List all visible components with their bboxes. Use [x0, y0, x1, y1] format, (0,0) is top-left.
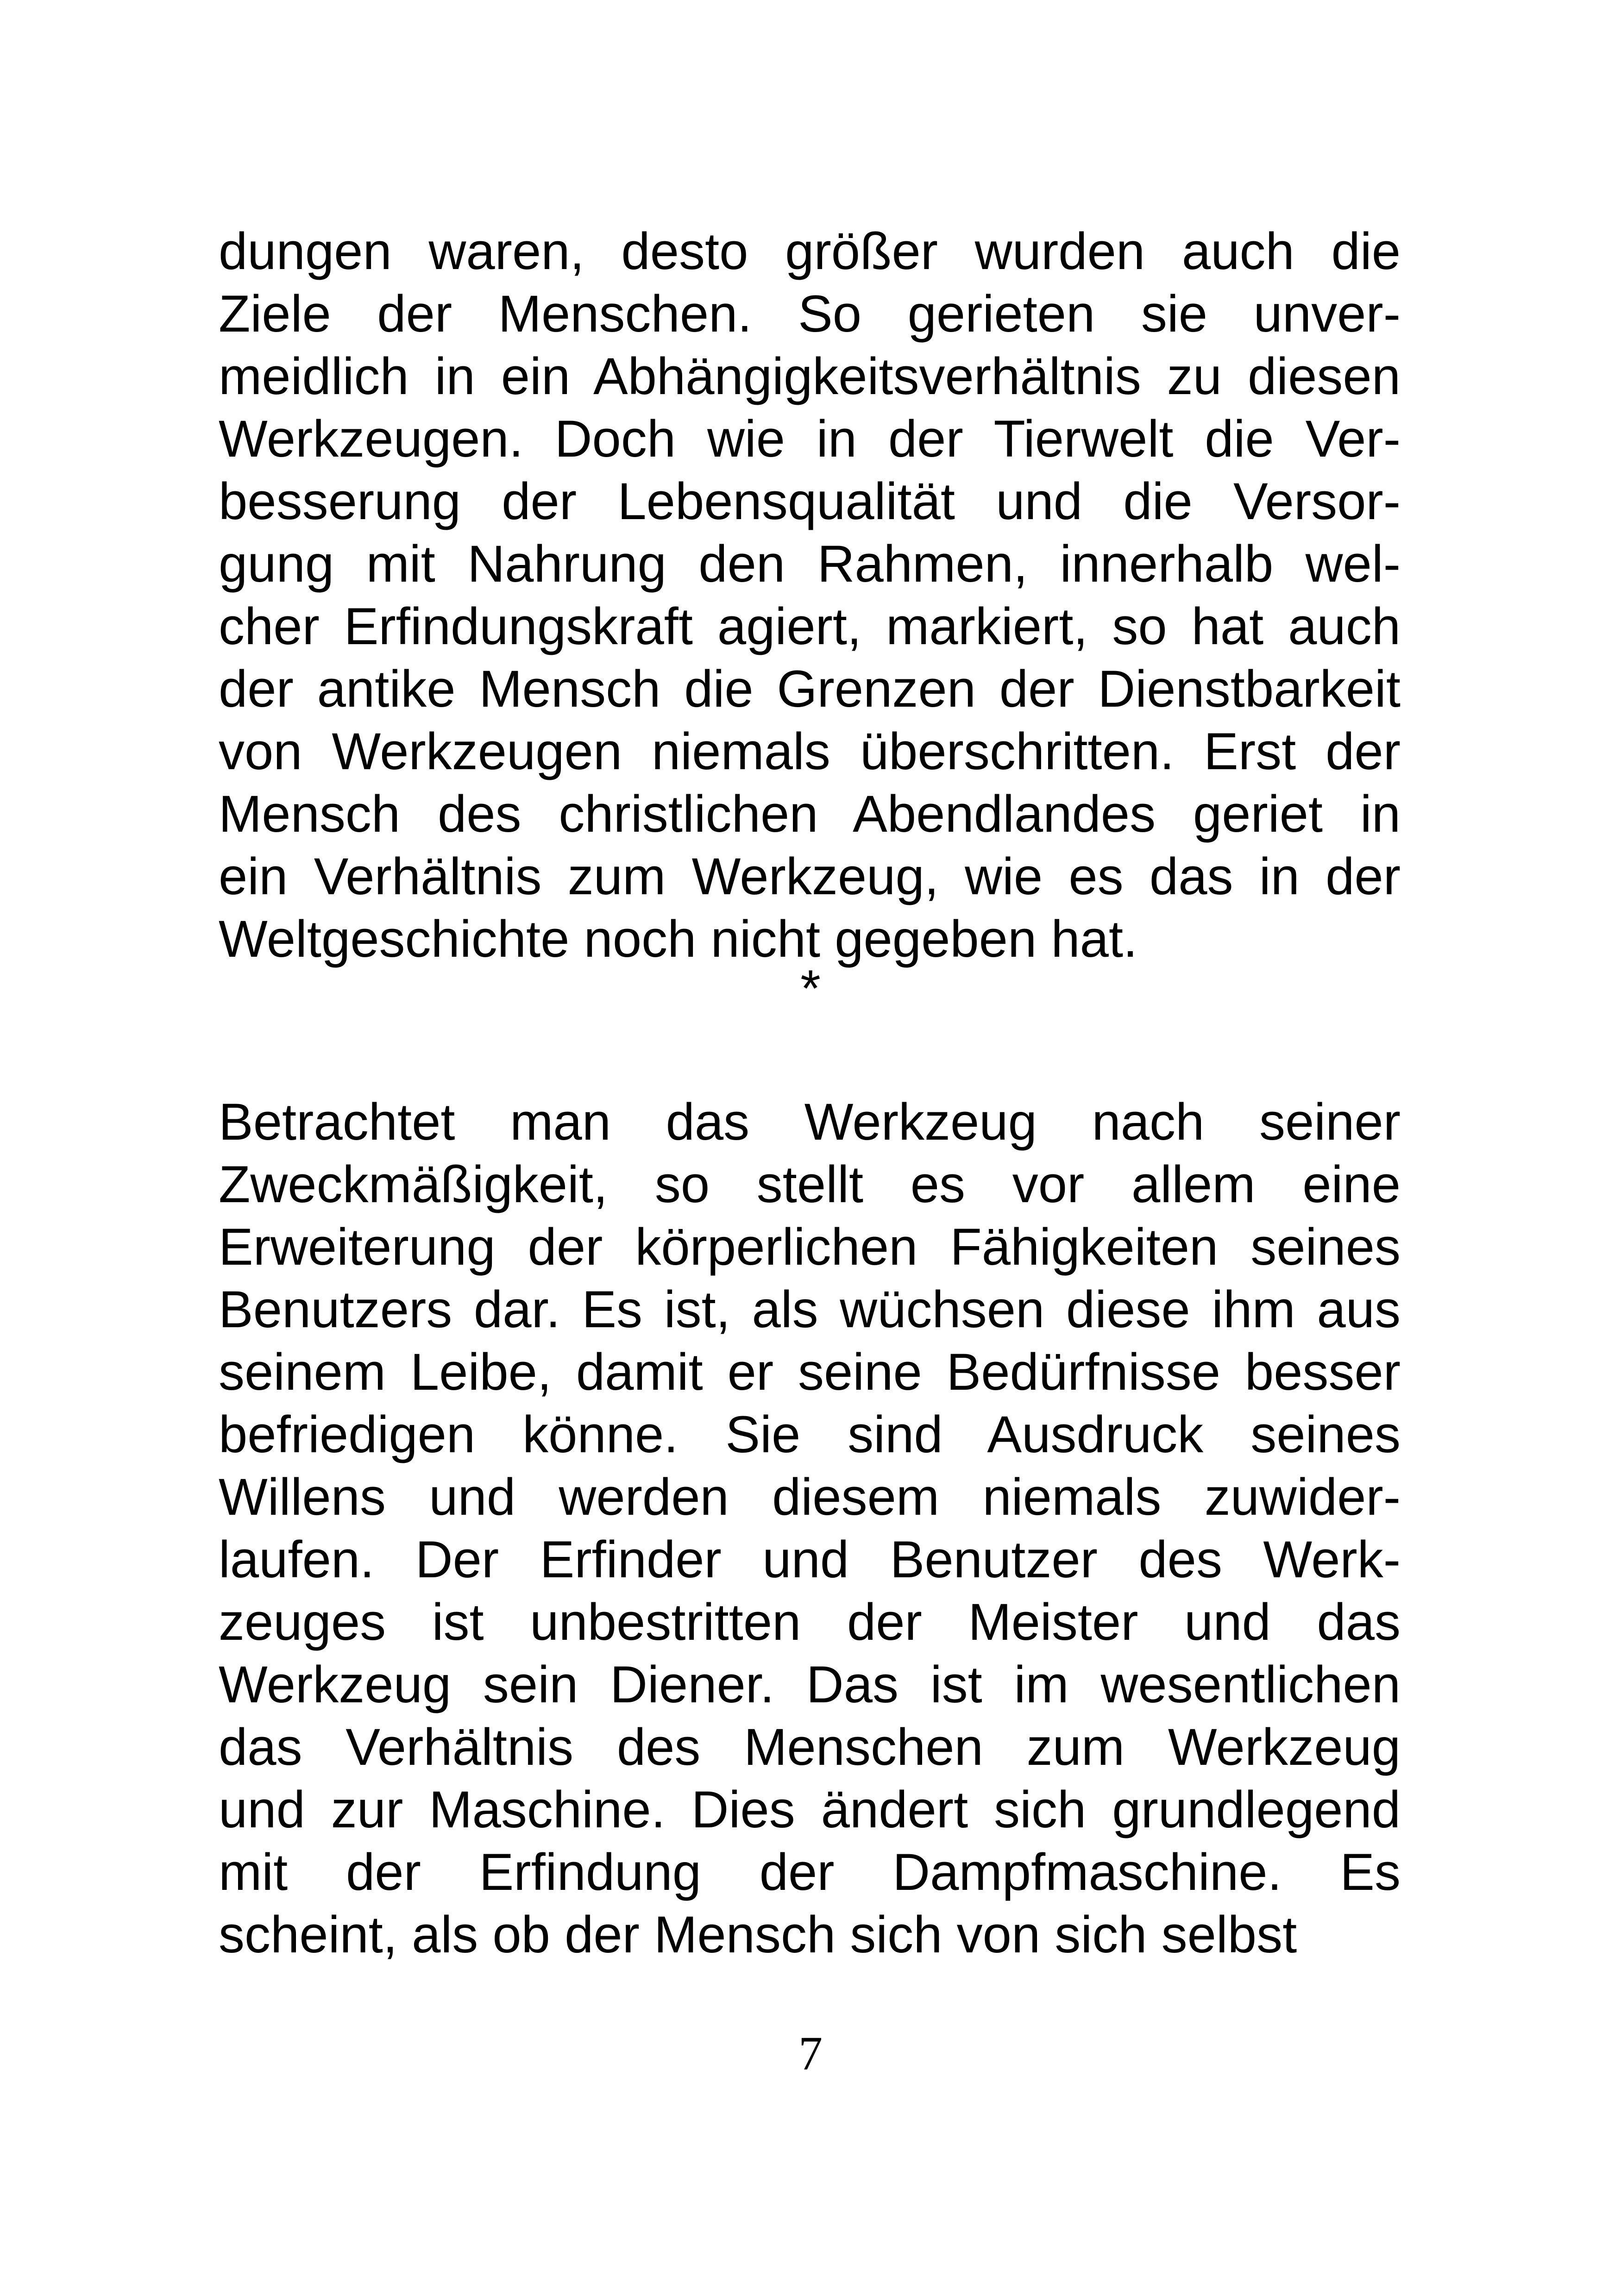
page-number: 7	[798, 2027, 823, 2080]
text-line: scheint, als ob der Mensch sich von sich selbst	[219, 1906, 1297, 1964]
text-line: zeuges ist unbestritten der Meister und das	[219, 1593, 1401, 1651]
text-line: meidlich in ein Abhängigkeitsverhältnis zu diesen	[219, 347, 1401, 405]
text-line: Benutzers dar. Es ist, als wüchsen diese ihm aus	[219, 1280, 1401, 1338]
text-line: Weltgeschichte noch nicht gegeben hat.	[219, 910, 1138, 968]
text-line: Erweiterung der körperlichen Fähigkeiten seines	[219, 1218, 1401, 1276]
text-line: ein Verhältnis zum Werkzeug, wie es das in der	[219, 847, 1401, 905]
paragraph-1	[219, 220, 1401, 970]
text-line: besserung der Lebensqualität und die Versor-	[219, 472, 1401, 530]
section-separator: *	[800, 960, 821, 1017]
text-line: Ziele der Menschen. So gerieten sie unver-	[219, 285, 1401, 343]
text-line: und zur Maschine. Dies ändert sich grundlegend	[219, 1781, 1401, 1838]
text-line: cher Erfindungskraft agiert, markiert, so hat auch	[219, 597, 1401, 655]
text-line: Betrachtet man das Werkzeug nach seiner	[219, 1093, 1401, 1151]
text-line: mit der Erfindung der Dampfmaschine. Es	[219, 1843, 1401, 1901]
text-line: laufen. Der Erfinder und Benutzer des Werk-	[219, 1531, 1401, 1588]
text-line: Werkzeug sein Diener. Das ist im wesentlichen	[219, 1656, 1401, 1713]
text-line: Mensch des christlichen Abendlandes geriet in	[219, 785, 1401, 843]
text-line: Zweckmäßigkeit, so stellt es vor allem eine	[219, 1155, 1401, 1213]
text-line: Willens und werden diesem niemals zuwider-	[219, 1468, 1401, 1526]
paragraph-2	[219, 1091, 1401, 1966]
text-line: das Verhältnis des Menschen zum Werkzeug	[219, 1718, 1401, 1776]
text-line: von Werkzeugen niemals überschritten. Erst der	[219, 722, 1401, 780]
text-line: der antike Mensch die Grenzen der Dienstbarkeit	[219, 660, 1401, 718]
text-line: Werkzeugen. Doch wie in der Tierwelt die Ver-	[219, 410, 1401, 468]
text-line: gung mit Nahrung den Rahmen, innerhalb wel-	[219, 535, 1401, 593]
text-line: dungen waren, desto größer wurden auch die	[219, 222, 1401, 280]
text-line: befriedigen könne. Sie sind Ausdruck seines	[219, 1405, 1401, 1463]
text-line: seinem Leibe, damit er seine Bedürfnisse besser	[219, 1343, 1401, 1401]
